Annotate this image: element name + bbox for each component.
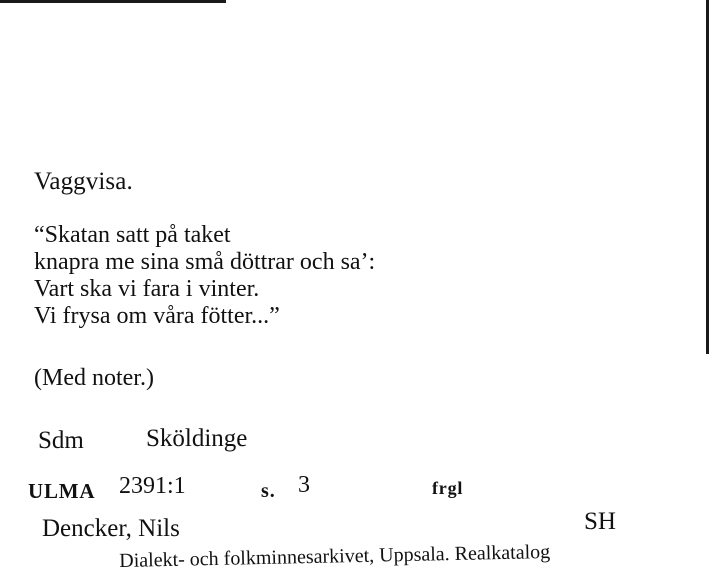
- verse-line: knapra me sina små döttrar och sa’:: [34, 249, 376, 275]
- archive-code: ULMA: [28, 479, 96, 503]
- cataloger-initials: SH: [584, 508, 616, 535]
- top-border-line: [0, 0, 226, 3]
- accession-number: 2391:1: [119, 473, 186, 499]
- verse-line: Vart ska vi fara i vinter.: [34, 276, 260, 302]
- card-title: Vaggvisa.: [34, 168, 133, 195]
- collector-name: Dencker, Nils: [42, 515, 180, 542]
- place-name: Sköldinge: [146, 425, 248, 452]
- archive-footer: Dialekt- och folkminnesarkivet, Uppsala. Realkatalog: [119, 540, 551, 572]
- right-border-line: [706, 0, 709, 354]
- material-type: frgl: [432, 478, 464, 498]
- music-note-text: (Med noter.): [34, 365, 154, 391]
- page-label: s.: [261, 480, 276, 502]
- page-number: 3: [298, 472, 310, 498]
- verse-line: Vi frysa om våra fötter...”: [34, 303, 280, 329]
- verse-line: “Skatan satt på taket: [34, 222, 231, 248]
- region-code: Sdm: [38, 427, 84, 454]
- song-verse: [34, 222, 375, 330]
